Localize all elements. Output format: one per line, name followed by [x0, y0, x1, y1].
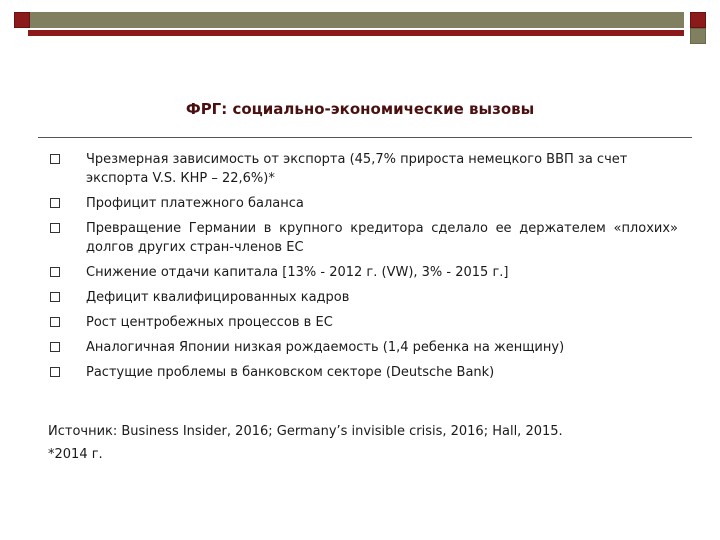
square-bullet-icon — [50, 342, 60, 352]
header-red-line — [28, 30, 684, 36]
slide-title: ФРГ: социально-экономические вызовы — [185, 100, 535, 118]
bullet-text: Чрезмерная зависимость от экспорта (45,7% прироста немецкого ВВП за счет экспорта V.S. КНР – 22,6%)* — [86, 152, 628, 186]
bullet-item — [48, 363, 678, 382]
bullet-list — [48, 150, 678, 388]
header-square-left — [14, 12, 30, 28]
square-bullet-icon — [50, 198, 60, 208]
source-note: Источник: Business Insider, 2016; Germany’s invisible crisis, 2016; Hall, 2015. — [48, 424, 563, 439]
square-bullet-icon — [50, 223, 60, 233]
bullet-text: Профицит платежного баланса — [86, 196, 304, 211]
square-bullet-icon — [50, 367, 60, 377]
bullet-text: Превращение Германии в крупного кредитора сделало ее держателем «плохих» долгов других стран-членов ЕС — [86, 221, 678, 255]
footnote: *2014 г. — [48, 447, 103, 462]
bullet-text: Растущие проблемы в банковском секторе (Deutsche Bank) — [86, 365, 495, 380]
header-square-right-top — [690, 12, 706, 28]
bullet-item — [48, 313, 678, 332]
bullet-text: Дефицит квалифицированных кадров — [86, 290, 350, 305]
bullet-item — [48, 338, 678, 357]
bullet-item — [48, 194, 678, 213]
header-olive-bar — [28, 12, 684, 28]
header-square-right-bottom — [690, 28, 706, 44]
square-bullet-icon — [50, 292, 60, 302]
bullet-item — [48, 150, 678, 188]
bullet-text: Аналогичная Японии низкая рождаемость (1,4 ребенка на женщину) — [86, 340, 565, 355]
bullet-item — [48, 288, 678, 307]
bullet-text: Снижение отдачи капитала [13% - 2012 г. (VW), 3% - 2015 г.] — [86, 265, 509, 280]
title-divider — [38, 137, 692, 138]
bullet-text: Рост центробежных процессов в ЕС — [86, 315, 333, 330]
bullet-item — [48, 263, 678, 282]
square-bullet-icon — [50, 317, 60, 327]
bullet-item — [48, 219, 678, 257]
square-bullet-icon — [50, 154, 60, 164]
square-bullet-icon — [50, 267, 60, 277]
